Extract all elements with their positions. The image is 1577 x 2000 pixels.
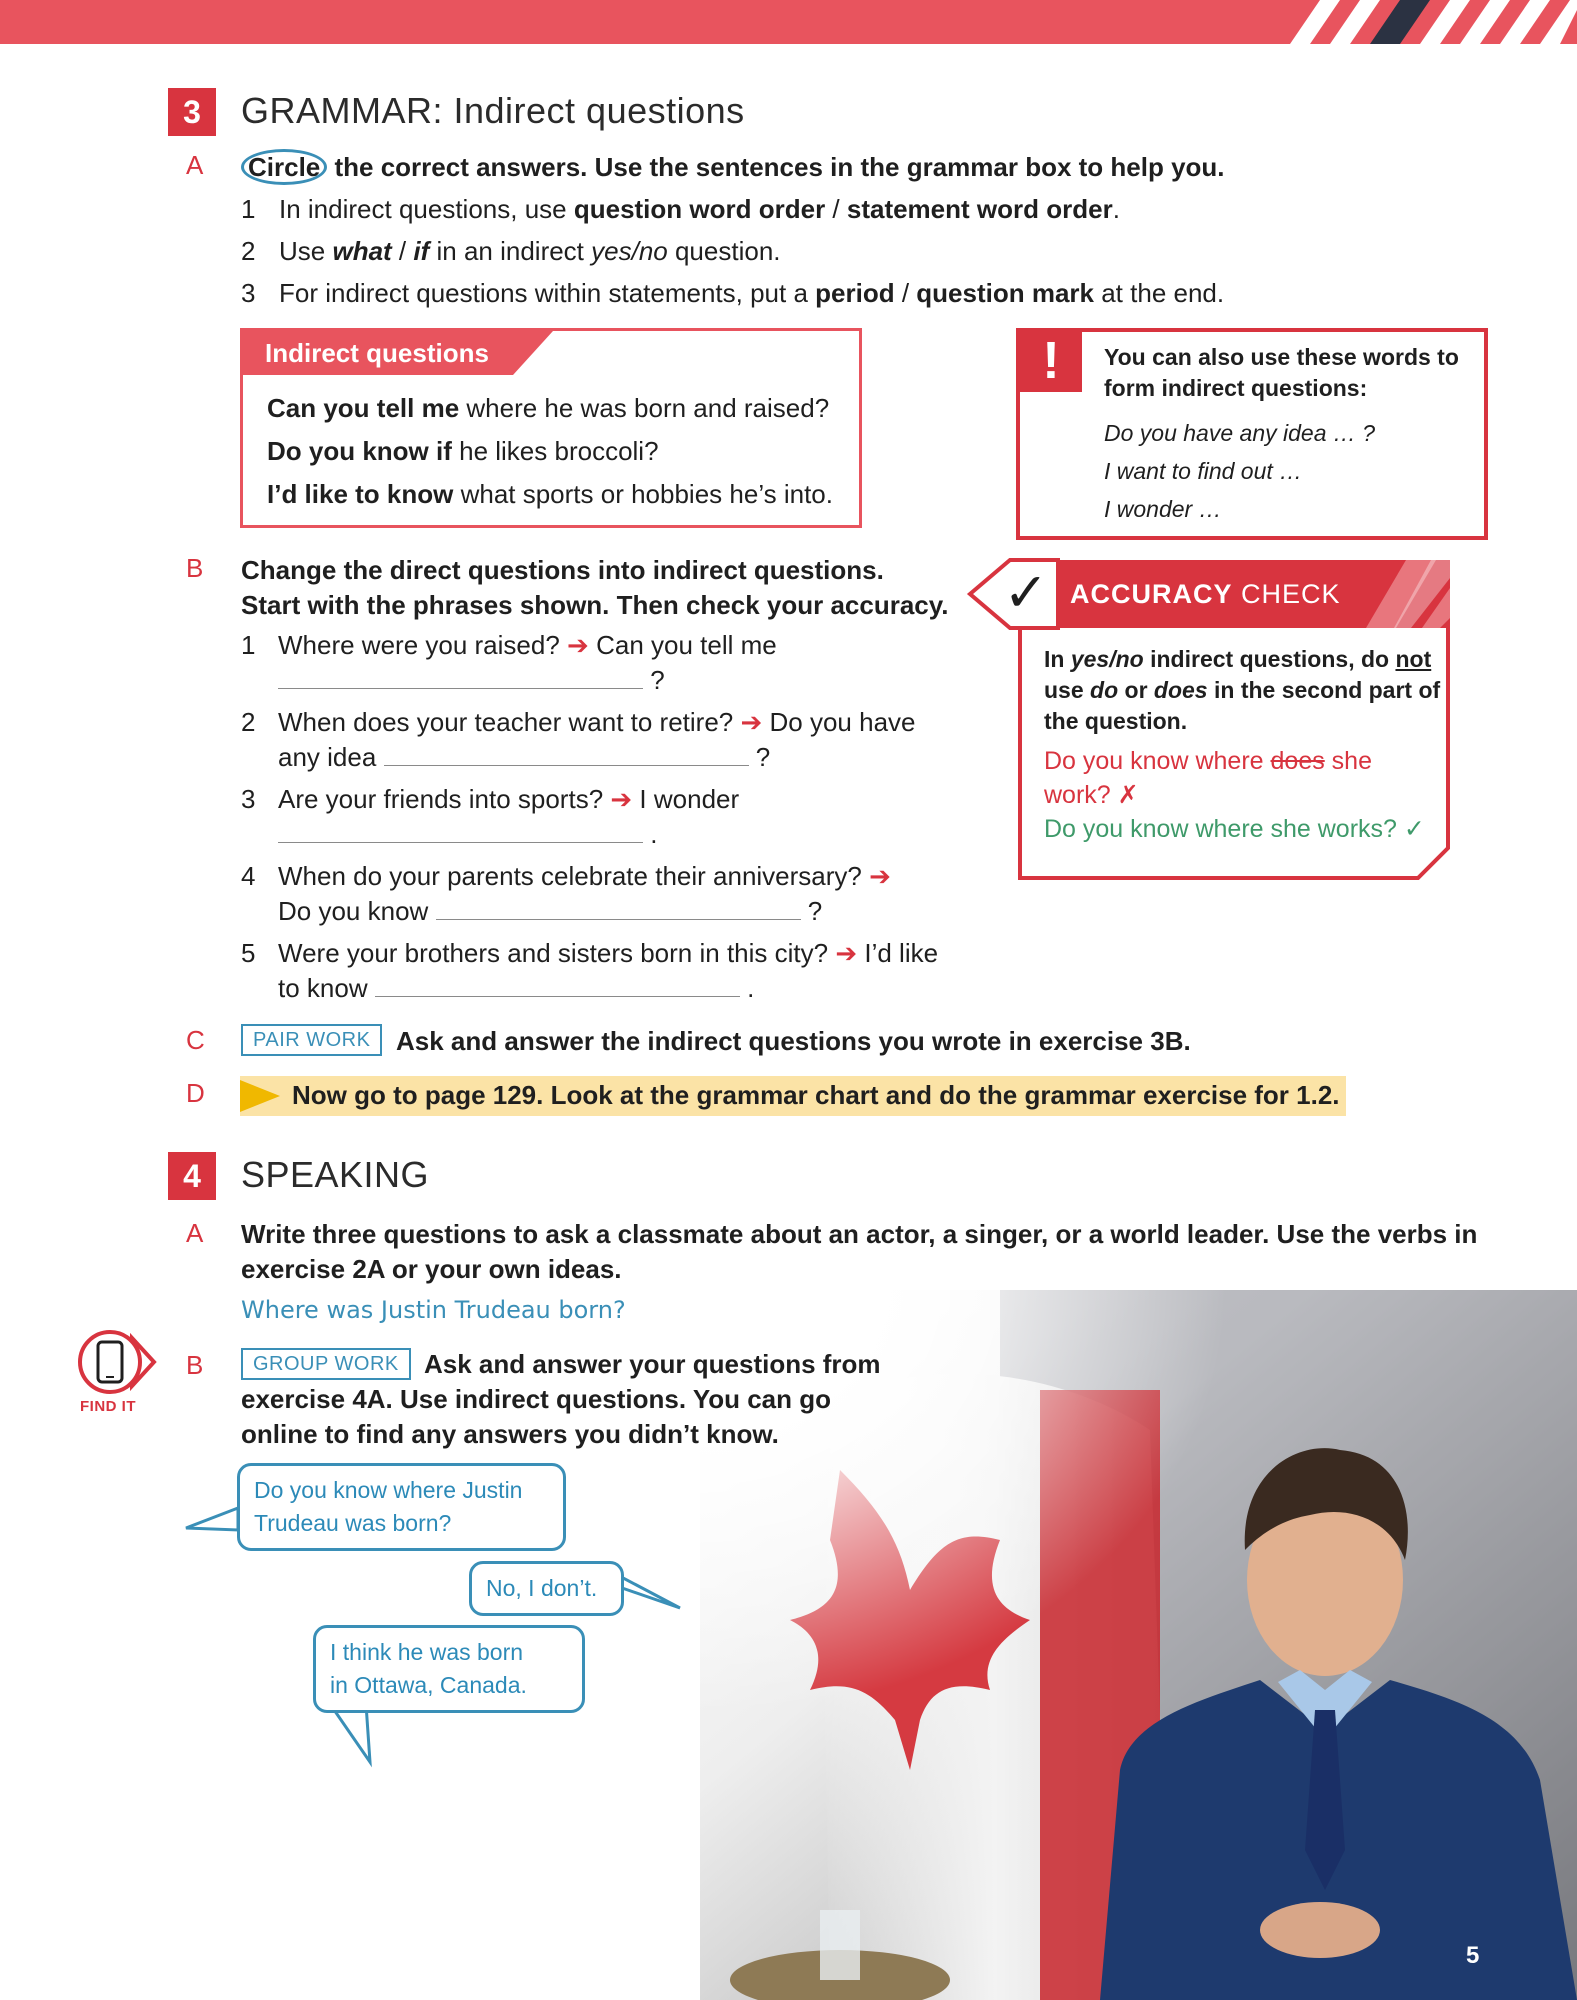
choice-option[interactable]: if bbox=[413, 236, 430, 266]
item-number: 5 bbox=[241, 938, 256, 968]
top-banner bbox=[0, 0, 1577, 44]
choice-option[interactable]: what bbox=[332, 236, 392, 266]
arrow-icon: ➔ bbox=[835, 938, 858, 968]
note-box bbox=[1016, 328, 1488, 540]
exercise-4a-example: Where was Justin Trudeau born? bbox=[241, 1296, 626, 1324]
exercise-3b-item-5: 5 Were your brothers and sisters born in this city? ➔ I’d like to know . bbox=[241, 938, 939, 1003]
exercise-3b-instruction: Change the direct questions into indirect questions. Start with the phrases shown. Then check your accuracy. bbox=[241, 555, 949, 620]
play-triangle-icon bbox=[240, 1080, 280, 1112]
answer-blank-4[interactable] bbox=[436, 895, 801, 920]
exercise-3b-item-1: 1 Where were you raised? ➔ Can you tell me ? bbox=[241, 630, 777, 695]
speech-bubble-answer: I think he was born in Ottawa, Canada. bbox=[313, 1625, 585, 1713]
choice-option[interactable]: statement word order bbox=[846, 194, 1113, 224]
exercise-letter-a: A bbox=[186, 150, 204, 180]
exercise-letter-d: D bbox=[186, 1078, 205, 1108]
item-number: 1 bbox=[241, 630, 256, 660]
speech-bubble-reply: No, I don’t. bbox=[469, 1561, 624, 1616]
exercise-4b-text-1: Ask and answer your questions from bbox=[424, 1349, 881, 1379]
answer-blank-3[interactable] bbox=[278, 818, 643, 843]
accuracy-check-box bbox=[966, 558, 1484, 882]
choice-option[interactable]: question word order bbox=[573, 194, 826, 224]
answer-blank-5[interactable] bbox=[375, 972, 740, 997]
item-number: 1 bbox=[241, 194, 256, 224]
grammar-box-title: Indirect questions bbox=[265, 338, 489, 368]
page-number: 5 bbox=[1466, 1942, 1480, 1969]
accuracy-right-example: Do you know where she works? ✓ bbox=[1044, 815, 1425, 843]
note-example: I wonder … bbox=[1104, 496, 1222, 522]
note-intro: You can also use these words to form indirect questions: bbox=[1104, 344, 1459, 401]
accuracy-check-title: ACCURACY CHECK bbox=[1070, 579, 1341, 609]
grammar-box bbox=[240, 328, 862, 528]
section-title-speaking: SPEAKING bbox=[241, 1154, 430, 1195]
choice-option[interactable]: question mark bbox=[916, 278, 1094, 308]
note-example: Do you have any idea … ? bbox=[1104, 420, 1376, 446]
photo-world-leader bbox=[700, 1290, 1577, 2000]
photo-illustration bbox=[700, 1290, 1577, 2000]
exercise-3b-item-3: 3 Are your friends into sports? ➔ I wonder . bbox=[241, 784, 740, 849]
exercise-3d-text: Now go to page 129. Look at the grammar chart and do the grammar exercise for 1.2. bbox=[292, 1080, 1340, 1110]
exercise-3c-text: Ask and answer the indirect questions you wrote in exercise 3B. bbox=[396, 1026, 1191, 1056]
note-examples bbox=[1104, 414, 1375, 528]
circle-word: Circle bbox=[241, 149, 327, 185]
item-number: 3 bbox=[241, 784, 256, 814]
speech-bubble-question: Do you know where Justin Trudeau was born? bbox=[237, 1463, 566, 1551]
check-mark-icon: ✓ bbox=[1003, 563, 1049, 623]
exercise-3a-item-3: 3 For indirect questions within statements, put a period / question mark at the end. bbox=[241, 276, 1361, 311]
item-number: 2 bbox=[241, 707, 256, 737]
grammar-example-2: Do you know if he likes broccoli? bbox=[267, 436, 659, 466]
answer-blank-2[interactable] bbox=[384, 741, 749, 766]
arrow-icon: ➔ bbox=[567, 630, 589, 660]
exercise-4a-instruction: Write three questions to ask a classmate about an actor, a singer, or a world leader. Use the verbs in exercise 2A or your own ideas. bbox=[241, 1219, 1478, 1284]
item-number: 3 bbox=[241, 278, 256, 308]
accuracy-rule: In yes/no indirect questions, do not use do or does in the second part of the question. bbox=[1044, 646, 1441, 734]
item-number: 2 bbox=[241, 236, 256, 266]
exclamation-icon: ! bbox=[1020, 332, 1082, 392]
accuracy-wrong-example: Do you know where does she work? ✗ bbox=[1044, 747, 1372, 809]
grammar-example-1: Can you tell me where he was born and raised? bbox=[267, 393, 830, 423]
section-title-grammar: GRAMMAR: Indirect questions bbox=[241, 90, 745, 131]
item-number: 4 bbox=[241, 861, 256, 891]
group-work-tag: GROUP WORK bbox=[241, 1348, 411, 1380]
exercise-3a-instruction: Circle the correct answers. Use the sentences in the grammar box to help you. bbox=[241, 150, 1225, 185]
answer-blank-1[interactable] bbox=[278, 664, 643, 689]
choice-option[interactable]: period bbox=[815, 278, 895, 308]
exercise-letter-b: B bbox=[186, 553, 204, 583]
exercise-3a-item-1: 1 In indirect questions, use question word order / statement word order. bbox=[241, 192, 1341, 227]
section-number-4: 4 bbox=[168, 1152, 216, 1200]
exercise-3b-item-2: 2 When does your teacher want to retire? ➔ Do you have any idea ? bbox=[241, 707, 916, 772]
exercise-4b-text-2: exercise 4A. Use indirect questions. You can go online to find any answers you didn’t know. bbox=[241, 1384, 832, 1449]
find-it-label: FIND IT bbox=[80, 1398, 136, 1415]
exercise-3b-item-4: 4 When do your parents celebrate their anniversary? ➔ Do you know ? bbox=[241, 861, 891, 926]
note-example: I want to find out … bbox=[1104, 458, 1303, 484]
exercise-letter-c: C bbox=[186, 1025, 205, 1055]
pair-work-tag: PAIR WORK bbox=[241, 1024, 382, 1056]
go-to-page-banner[interactable] bbox=[240, 1076, 1346, 1116]
exercise-3a-item-2: 2 Use what / if in an indirect yes/no question. bbox=[241, 234, 1341, 269]
exercise-4b-letter: B bbox=[186, 1350, 204, 1380]
section-number-3: 3 bbox=[168, 88, 216, 136]
arrow-icon: ➔ bbox=[740, 707, 763, 737]
arrow-icon: ➔ bbox=[610, 784, 633, 814]
arrow-icon: ➔ bbox=[869, 861, 891, 891]
exercise-4a-letter: A bbox=[186, 1218, 204, 1248]
stripes-decoration bbox=[1260, 0, 1577, 44]
grammar-example-3: I’d like to know what sports or hobbies he’s into. bbox=[267, 479, 833, 509]
